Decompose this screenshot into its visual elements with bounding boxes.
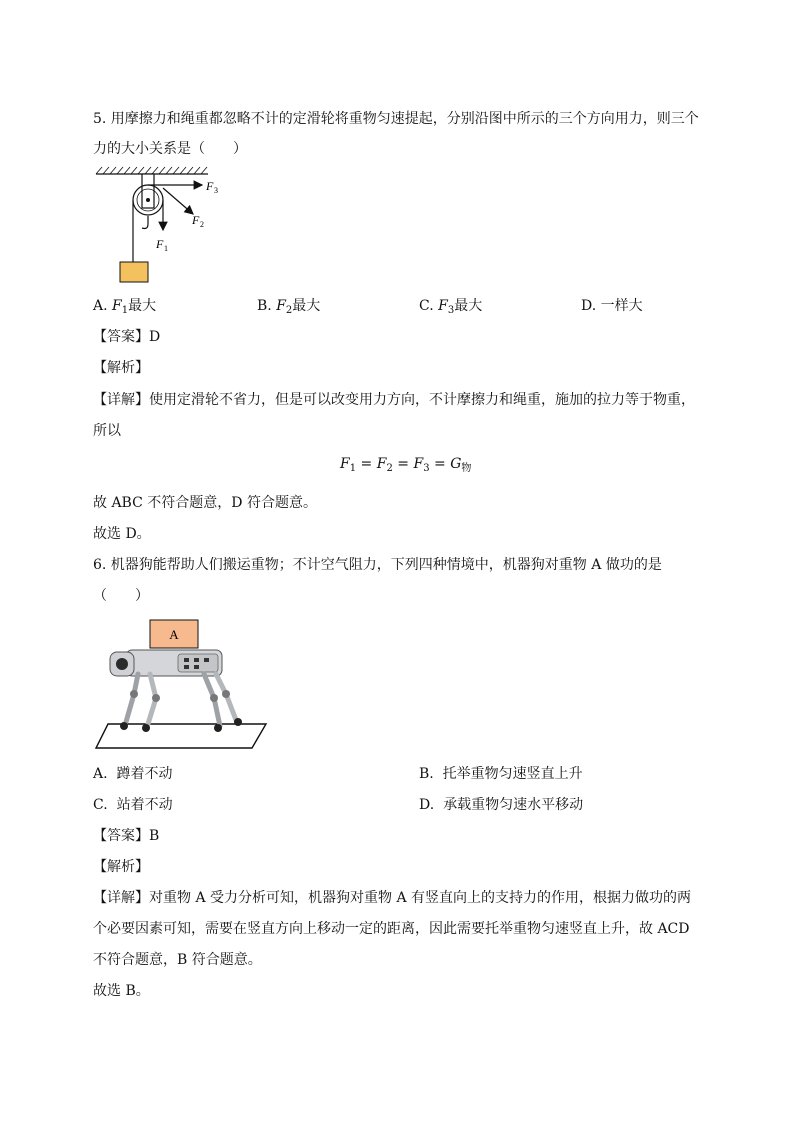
- svg-text:3: 3: [214, 186, 218, 195]
- f2-label: F: [192, 213, 200, 227]
- q5-stem-line1: 5. 用摩擦力和绳重都忽略不计的定滑轮将重物匀速提起，分别沿图中所示的三个方向用力，则三个: [93, 111, 699, 127]
- q6-detail-line3: 不符合题意，B 符合题意。: [93, 952, 262, 968]
- box-a-label: A: [169, 627, 179, 642]
- q5-conclusion1: 故 ABC 不符合题意，D 符合题意。: [93, 495, 317, 511]
- q6-option-c[interactable]: C. 站着不动: [93, 797, 173, 813]
- q5-option-b[interactable]: B. $F_2$最大: [257, 298, 321, 316]
- q6-stem-line1: 6. 机器狗能帮助人们搬运重物；不计空气阻力，下列四种情境中，机器狗对重物 A 做功的是: [93, 557, 662, 573]
- q5-conclusion2: 故选 D。: [93, 526, 151, 542]
- svg-text:1: 1: [164, 244, 168, 253]
- q5-option-a[interactable]: A. $F_1$最大: [93, 298, 157, 316]
- robot-dog-figure: [94, 616, 270, 750]
- q6-detail-line2: 个必要因素可知，需要在竖直方向上移动一定的距离，因此需要托举重物匀速竖直上升，故 ACD: [93, 921, 690, 937]
- q5-analysis-title: 【解析】: [93, 360, 149, 376]
- hook: [142, 216, 148, 229]
- q6-option-b[interactable]: B. 托举重物匀速竖直上升: [419, 766, 583, 782]
- q5-option-c[interactable]: C. $F_3$最大: [419, 298, 483, 316]
- q6-analysis-title: 【解析】: [93, 859, 149, 875]
- q6-stem-line2: （ ）: [93, 588, 149, 604]
- ceiling: [96, 167, 208, 174]
- q6-detail-line1: 【详解】对重物 A 受力分析可知，机器狗对重物 A 有竖直向上的支持力的作用，根据力做功的两: [93, 890, 692, 906]
- q5-detail-line1: 【详解】使用定滑轮不省力，但是可以改变用力方向，不计摩擦力和绳重，施加的拉力等于物重，: [93, 392, 695, 408]
- pulley-figure: [90, 164, 240, 286]
- q5-stem-line2: 力的大小关系是（ ）: [93, 141, 247, 157]
- load-block: [120, 262, 148, 282]
- f1-label: F: [156, 237, 164, 251]
- robot-dog: [110, 650, 242, 732]
- q5-answer: 【答案】D: [93, 329, 161, 345]
- q6-option-a[interactable]: A. 蹲着不动: [93, 766, 173, 782]
- f2-arrow: [163, 188, 193, 214]
- q6-option-d[interactable]: D. 承载重物匀速水平移动: [419, 797, 584, 813]
- q5-detail-line2: 所以: [93, 423, 121, 439]
- q6-conclusion: 故选 B。: [93, 983, 150, 999]
- pulley-bracket: [142, 174, 154, 208]
- q5-option-d[interactable]: D. 一样大: [581, 298, 643, 314]
- svg-text:2: 2: [200, 220, 204, 229]
- f3-label: F: [206, 179, 214, 193]
- q6-answer: 【答案】B: [93, 828, 160, 844]
- q5-formula: $F_1 = F_2 = F_3 = G_物$: [340, 456, 472, 474]
